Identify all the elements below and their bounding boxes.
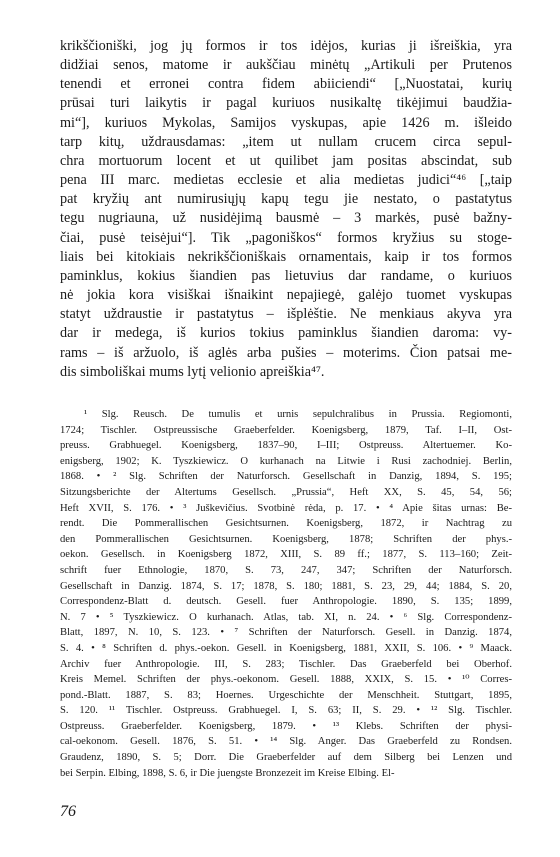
footnote-line: preuss. Grabhuegel. Koenigsberg, 1837–90, I–III; Ostpreuss. Altertuemer. Ko- xyxy=(60,440,512,452)
paragraph-line: pena III marc. medietas ecclesie et alia medietas judici“⁴⁶ [„taip xyxy=(60,172,512,189)
paragraph-line: didžiai senos, matome ir aukščiau minėtų „Artikuli per Prutenos xyxy=(60,57,512,74)
paragraph-line: tarp kitų, uždrausdamas: „item ut nullam crucem circa sepul- xyxy=(60,133,512,150)
footnote-line: pond.-Blatt. 1887, S. 83; Hoernes. Urgeschichte der Menschheit. Stuttgart, 1895, xyxy=(60,689,512,701)
footnote-line: S. 4. • ⁸ Schriften d. phys.-oekon. Gesell. in Koenigsberg, 1881, XXII, S. 106. • ⁹ Maack. xyxy=(60,642,512,654)
footnote-line: den Pommerallischen Gesichtsurnen. Koenigsberg, 1878; Schriften der phys.- xyxy=(60,533,512,545)
main-text xyxy=(60,37,512,382)
footnote-line: bei Serpin. Elbing, 1898, S. 6, ir Die juengste Bronzezeit im Kreise Elbing. El- xyxy=(60,767,395,779)
paragraph-line: rams – iš aržuolo, iš aglės arba pušies – moterims. Čion patsai me- xyxy=(60,344,512,361)
footnote-line: Correspondenz-Blatt d. deutsch. Gesell. fuer Anthropologie. 1890, S. 135; 1899, xyxy=(60,596,512,608)
paragraph-line: dis simboliškai mums lytį velionio apreiškia⁴⁷. xyxy=(60,363,325,380)
paragraph-line: pat kryžių ant numirusiųjų kapų tegu jie nestato, o pastatytus xyxy=(60,191,512,208)
footnote-line: Heft XVII, S. 176. • ³ Juškevičius. Svotbinė rėda, p. 17. • ⁴ Apie šitas urnas: Be- xyxy=(60,502,512,514)
paragraph-line: paminklus, kokius šiandien pas lietuvius dar randame, o kuriuos xyxy=(60,267,512,284)
paragraph-line: liais bei kitokiais nekrikščioniškais ornamentais, kaip ir tos formos xyxy=(60,248,512,265)
paragraph-line: tenendi et erronei contra fidem abiiciendi“ [„Nuostatai, kurių xyxy=(60,76,512,93)
footnotes xyxy=(60,407,512,781)
footnote-line: Archiv fuer Anthropologie. III, S. 283; Tischler. Das Graeberfeld bei Oberhof. xyxy=(60,658,512,670)
footnote-line: rendt. Die Pommerallischen Gesichtsurnen. Koenigsberg, 1872, ir Nachtrag zu xyxy=(60,518,512,530)
footnote-line: Ostpreuss. Graeberfelder. Koenigsberg, 1879. • ¹³ Klebs. Schriften der physi- xyxy=(60,720,512,732)
paragraph-line: statyt uždraustie ir pastatytus – išplėštie. Ne menkiaus akyva yra xyxy=(60,306,512,323)
footnote-line: ¹ Slg. Reusch. De tumulis et urnis sepulchralibus in Prussia. Regiomonti, xyxy=(84,409,512,420)
footnote-line: enigsberg, 1902; K. Tyszkiewicz. O kurhanach na Litwie i Rusi zachodniej. Berlin, xyxy=(60,455,512,467)
footnote-line: N. 7 • ⁵ Tyszkiewicz. O kurhanach. Atlas, tab. XI, n. 24. • ⁶ Slg. Correspondenz- xyxy=(60,611,512,623)
footnote-line: Blatt, 1897, N. 10, S. 123. • ⁷ Schriften der Naturforsch. Gesell. in Danzig. 1874, xyxy=(60,627,512,639)
paragraph-line: mi“], kuriuos Mykolas, Samijos vyskupas, apie 1426 m. išleido xyxy=(60,114,512,131)
paragraph-line: čiai, pusė teisėjui“]. Tik „pagoniškos“ formos kryžius su stoge- xyxy=(60,229,512,246)
footnote-line: S. 120. ¹¹ Tischler. Ostpreuss. Grabhuegel. I, S. 63; II, S. 29. • ¹² Slg. Tischler. xyxy=(60,705,512,717)
paragraph-line: dar ir medega, iš kurios tokius paminklus šiandien daroma: vy- xyxy=(60,325,512,342)
footnote-line: Graudenz, 1890, S. 5; Dorr. Die Graeberfelder auf dem Silberg bei Lenzen und xyxy=(60,752,512,764)
paragraph-line: nė jokia kora visiškai išnaikint nepajiegė, galėjo tuomet vyskupas xyxy=(60,287,512,304)
footnote-line: Kreis Memel. Schriften der phys.-oekonom. Gesell. 1888, XXIX, S. 15. • ¹⁰ Corres- xyxy=(60,674,512,686)
footnote-line: schrift fuer Ethnologie, 1870, S. 73, 247, 347; Schriften der Naturforsch. xyxy=(60,564,512,576)
footnote-line: Gesellschaft in Danzig. 1874, S. 17; 1878, S. 180; 1881, S. 23, 29, 44; 1884, S. 20, xyxy=(60,580,512,592)
footnote-line: cal-oekonom. Gesell. 1876, S. 51. • ¹⁴ Slg. Anger. Das Graeberfeld zu Rondsen. xyxy=(60,736,512,748)
footnote-line: 1868. • ² Slg. Schriften der Naturforsch. Gesellschaft in Danzig, 1894, S. 195; xyxy=(60,471,512,483)
footnote-line: Sitzungsberichte der Altertums Gesellsch. „Prussia“, Heft XX, S. 45, 54, 56; xyxy=(60,486,512,498)
paragraph-line: tegu nugriauna, už nusidėjimą bausmė – 3 markės, pusė bažny- xyxy=(60,210,512,227)
paragraph-line: chra mortuorum locent et ut quilibet jam positas abscindat, sub xyxy=(60,152,512,169)
footnote-line: oekon. Gesellsch. in Koenigsberg 1872, XIII, S. 89 ff.; 1877, S. 113–160; Zeit- xyxy=(60,549,512,561)
page-number: 76 xyxy=(60,803,76,820)
footnote-line: 1724; Tischler. Ostpreussische Graeberfelder. Koenigsberg, 1879, Taf. I–II, Ost- xyxy=(60,424,512,436)
paragraph-line: krikščioniški, jog jų formos ir tos idėjos, kurias ji išreiškia, yra xyxy=(60,38,512,54)
paragraph-line: prūsai turi laikytis ir pagal kuriuos nusikaltę tikėjimui baudžia- xyxy=(60,95,512,112)
